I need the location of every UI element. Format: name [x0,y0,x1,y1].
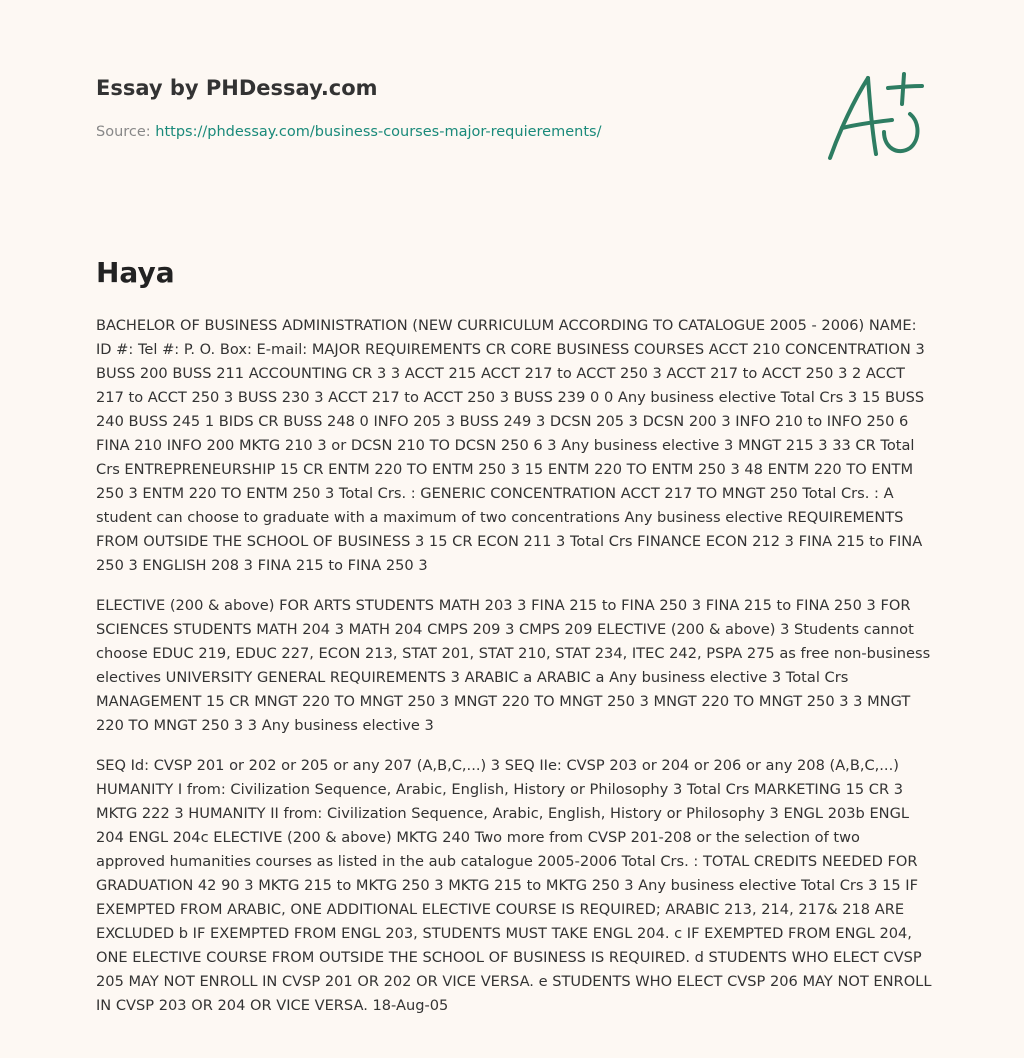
source-line [96,124,601,140]
document-title: Haya [96,256,175,289]
document-body [96,314,932,1034]
source-label: Source: [96,124,156,140]
site-title: Essay by PHDessay.com [96,76,378,100]
a-plus-logo-icon [822,68,932,168]
source-link[interactable]: https://phdessay.com/business-courses-major-requierements/ [155,124,602,140]
paragraph: BACHELOR OF BUSINESS ADMINISTRATION (NEW CURRICULUM ACCORDING TO CATALOGUE 2005 - 2006) NAME: ID #: Tel #: P. O. Box: E-mail: MAJOR REQUIREMENTS CR CORE BUSINESS COURSES ACCT 210 CONCENTRATION 3 BUSS 200 BUSS 211 ACCOUNTING CR 3 3 ACCT 215 ACCT 217 to ACCT 250 3 ACCT 217 to ACCT 250 3 2 ACCT 217 to ACCT 250 3 BUSS 230 3 ACCT 217 to ACCT 250 3 BUSS 239 0 0 Any business elective Total Crs 3 15 BUSS 240 BUSS 245 1 BIDS CR BUSS 248 0 INFO 205 3 BUSS 249 3 DCSN 205 3 DCSN 200 3 INFO 210 to INFO 250 6 FINA 210 INFO 200 MKTG 210 3 or DCSN 210 TO DCSN 250 6 3 Any business elective 3 MNGT 215 3 33 CR Total Crs ENTREPRENEURSHIP 15 CR ENTM 220 TO ENTM 250 3 15 ENTM 220 TO ENTM 250 3 48 ENTM 220 TO ENTM 250 3 ENTM 220 TO ENTM 250 3 Total Crs. : GENERIC CONCENTRATION ACCT 217 TO MNGT 250 Total Crs. : A student can choose to graduate with a maximum of two concentrations Any business elective REQUIREMENTS FROM OUTSIDE THE SCHOOL OF BUSINESS 3 15 CR ECON 211 3 Total Crs FINANCE ECON 212 3 FINA 215 to FINA 250 3 ENGLISH 208 3 FINA 215 to FINA 250 3 [96,317,925,574]
paragraph: ELECTIVE (200 & above) FOR ARTS STUDENTS MATH 203 3 FINA 215 to FINA 250 3 FINA 215 to FINA 250 3 FOR SCIENCES STUDENTS MATH 204 3 MATH 204 CMPS 209 3 CMPS 209 ELECTIVE (200 & above) 3 Students cannot choose EDUC 219, EDUC 227, ECON 213, STAT 201, STAT 210, STAT 234, ITEC 242, PSPA 275 as free non-business electives UNIVERSITY GENERAL REQUIREMENTS 3 ARABIC a ARABIC a Any business elective 3 Total Crs MANAGEMENT 15 CR MNGT 220 TO MNGT 250 3 MNGT 220 TO MNGT 250 3 MNGT 220 TO MNGT 250 3 3 MNGT 220 TO MNGT 250 3 3 Any business elective 3 [96,597,931,734]
paragraph: SEQ Id: CVSP 201 or 202 or 205 or any 207 (A,B,C,...) 3 SEQ IIe: CVSP 203 or 204 or 206 or any 208 (A,B,C,...) HUMANITY I from: Civilization Sequence, Arabic, English, History or Philosophy 3 Total Crs MARKETING 15 CR 3 MKTG 222 3 HUMANITY II from: Civilization Sequence, Arabic, English, History or Philosophy 3 ENGL 203b ENGL 204 ENGL 204c ELECTIVE (200 & above) MKTG 240 Two more from CVSP 201-208 or the selection of two approved humanities courses as listed in the aub catalogue 2005-2006 Total Crs. : TOTAL CREDITS NEEDED FOR GRADUATION 42 90 3 MKTG 215 to MKTG 250 3 MKTG 215 to MKTG 250 3 Any business elective Total Crs 3 15 IF EXEMPTED FROM ARABIC, ONE ADDITIONAL ELECTIVE COURSE IS REQUIRED; ARABIC 213, 214, 217& 218 ARE EXCLUDED b IF EXEMPTED FROM ENGL 203, STUDENTS MUST TAKE ENGL 204. c IF EXEMPTED FROM ENGL 204, ONE ELECTIVE COURSE FROM OUTSIDE THE SCHOOL OF BUSINESS IS REQUIRED. d STUDENTS WHO ELECT CVSP 205 MAY NOT ENROLL IN CVSP 201 OR 202 OR VICE VERSA. e STUDENTS WHO ELECT CVSP 206 MAY NOT ENROLL IN CVSP 203 OR 204 OR VICE VERSA. 18-Aug-05 [96,757,932,1014]
